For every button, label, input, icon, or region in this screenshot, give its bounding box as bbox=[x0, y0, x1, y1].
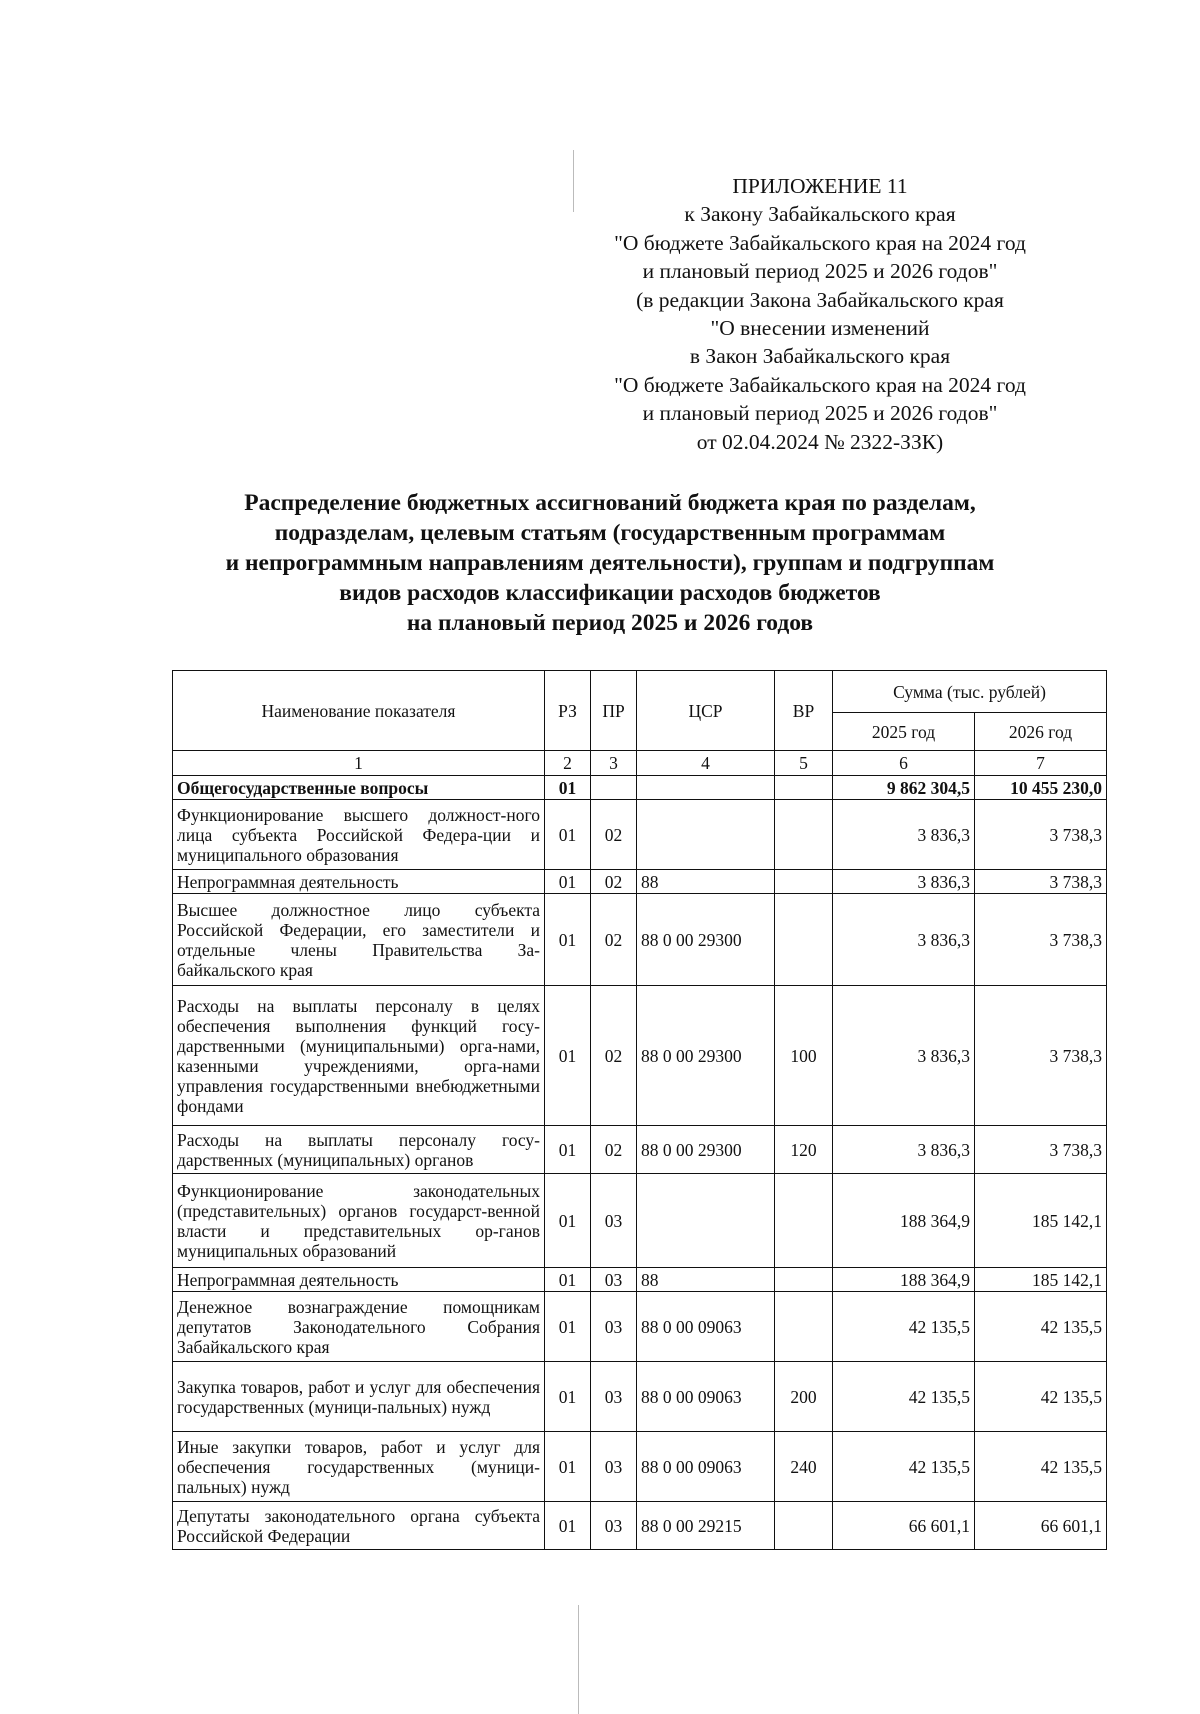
row-sum-2025: 3 836,3 bbox=[833, 800, 975, 870]
title-line: и непрограммным направлениям деятельности), группам и подгруппам bbox=[225, 550, 995, 576]
column-number: 7 bbox=[975, 751, 1107, 776]
header-sum: Сумма (тыс. рублей) bbox=[833, 671, 1107, 713]
row-csr bbox=[637, 776, 775, 800]
row-rz: 01 bbox=[545, 1268, 591, 1292]
header-year-2026: 2026 год bbox=[975, 713, 1107, 751]
row-pr: 02 bbox=[591, 986, 637, 1126]
row-sum-2025: 9 862 304,5 bbox=[833, 776, 975, 800]
appendix-line: к Закону Забайкальского края bbox=[684, 202, 956, 227]
row-vr bbox=[775, 776, 833, 800]
table-row bbox=[173, 1126, 1107, 1174]
row-sum-2026: 185 142,1 bbox=[975, 1268, 1107, 1292]
row-csr: 88 bbox=[637, 1268, 775, 1292]
table-row bbox=[173, 1362, 1107, 1432]
table-row bbox=[173, 986, 1107, 1126]
table-row bbox=[173, 1432, 1107, 1502]
header-year-2025: 2025 год bbox=[833, 713, 975, 751]
row-sum-2025: 42 135,5 bbox=[833, 1362, 975, 1432]
row-sum-2025: 3 836,3 bbox=[833, 986, 975, 1126]
table-row bbox=[173, 1292, 1107, 1362]
row-rz: 01 bbox=[545, 1362, 591, 1432]
header-vr: ВР bbox=[775, 671, 833, 751]
row-pr: 02 bbox=[591, 800, 637, 870]
row-sum-2025: 188 364,9 bbox=[833, 1174, 975, 1268]
header-rz: РЗ bbox=[545, 671, 591, 751]
row-vr: 120 bbox=[775, 1126, 833, 1174]
row-csr: 88 0 00 09063 bbox=[637, 1432, 775, 1502]
table-row bbox=[173, 870, 1107, 894]
row-vr: 100 bbox=[775, 986, 833, 1126]
row-rz: 01 bbox=[545, 776, 591, 800]
row-vr bbox=[775, 1174, 833, 1268]
row-pr: 02 bbox=[591, 870, 637, 894]
row-vr bbox=[775, 870, 833, 894]
column-number: 4 bbox=[637, 751, 775, 776]
row-csr: 88 bbox=[637, 870, 775, 894]
row-csr bbox=[637, 1174, 775, 1268]
row-name: Денежное вознаграждение помощникам депутатов Законодательного Собрания Забайкальского края bbox=[173, 1292, 545, 1362]
row-rz: 01 bbox=[545, 1502, 591, 1550]
appendix-line: (в редакции Закона Забайкальского края bbox=[636, 287, 1004, 312]
row-name: Функционирование законодательных (представительных) органов государст-венной власти и представительных ор-ганов муниципальных образований bbox=[173, 1174, 545, 1268]
appendix-line: и плановый период 2025 и 2026 годов" bbox=[642, 259, 998, 284]
row-vr bbox=[775, 894, 833, 986]
row-name: Расходы на выплаты персоналу госу-дарственных (муниципальных) органов bbox=[173, 1126, 545, 1174]
row-csr: 88 0 00 29300 bbox=[637, 894, 775, 986]
title-line: подразделам, целевым статьям (государственным программам bbox=[274, 520, 946, 546]
row-rz: 01 bbox=[545, 870, 591, 894]
header-name: Наименование показателя bbox=[173, 671, 545, 751]
row-vr bbox=[775, 800, 833, 870]
appendix-header bbox=[560, 172, 1080, 456]
row-csr bbox=[637, 800, 775, 870]
row-sum-2026: 3 738,3 bbox=[975, 870, 1107, 894]
title-line: Распределение бюджетных ассигнований бюджета края по разделам, bbox=[244, 490, 976, 516]
row-name: Функционирование высшего должност-ного лица субъекта Российской Федера-ции и муниципального образования bbox=[173, 800, 545, 870]
row-pr bbox=[591, 776, 637, 800]
row-sum-2026: 42 135,5 bbox=[975, 1362, 1107, 1432]
row-vr: 200 bbox=[775, 1362, 833, 1432]
row-rz: 01 bbox=[545, 986, 591, 1126]
row-csr: 88 0 00 09063 bbox=[637, 1362, 775, 1432]
row-sum-2025: 66 601,1 bbox=[833, 1502, 975, 1550]
row-name: Высшее должностное лицо субъекта Российской Федерации, его заместители и отдельные члены Правительства За-байкальского края bbox=[173, 894, 545, 986]
row-vr bbox=[775, 1292, 833, 1362]
row-sum-2025: 3 836,3 bbox=[833, 870, 975, 894]
column-number: 6 bbox=[833, 751, 975, 776]
row-csr: 88 0 00 29300 bbox=[637, 1126, 775, 1174]
row-csr: 88 0 00 29215 bbox=[637, 1502, 775, 1550]
table-row bbox=[173, 776, 1107, 800]
table-row bbox=[173, 1502, 1107, 1550]
header-pr: ПР bbox=[591, 671, 637, 751]
row-name: Иные закупки товаров, работ и услуг для обеспечения государственных (муници-пальных) нужд bbox=[173, 1432, 545, 1502]
row-pr: 03 bbox=[591, 1502, 637, 1550]
header-csr: ЦСР bbox=[637, 671, 775, 751]
row-sum-2026: 3 738,3 bbox=[975, 1126, 1107, 1174]
row-rz: 01 bbox=[545, 1432, 591, 1502]
column-number: 3 bbox=[591, 751, 637, 776]
row-name: Депутаты законодательного органа субъекта Российской Федерации bbox=[173, 1502, 545, 1550]
document-title bbox=[170, 488, 1050, 638]
row-rz: 01 bbox=[545, 894, 591, 986]
row-name: Непрограммная деятельность bbox=[173, 870, 545, 894]
row-name: Общегосударственные вопросы bbox=[173, 776, 545, 800]
row-pr: 03 bbox=[591, 1432, 637, 1502]
row-name: Непрограммная деятельность bbox=[173, 1268, 545, 1292]
row-sum-2026: 66 601,1 bbox=[975, 1502, 1107, 1550]
column-number: 5 bbox=[775, 751, 833, 776]
row-pr: 03 bbox=[591, 1174, 637, 1268]
row-sum-2025: 3 836,3 bbox=[833, 1126, 975, 1174]
appendix-line: "О бюджете Забайкальского края на 2024 год bbox=[614, 372, 1026, 397]
row-sum-2026: 42 135,5 bbox=[975, 1292, 1107, 1362]
appendix-line: "О внесении изменений bbox=[710, 316, 930, 341]
appendix-line: от 02.04.2024 № 2322-ЗЗК) bbox=[696, 429, 944, 454]
row-csr: 88 0 00 29300 bbox=[637, 986, 775, 1126]
table-row bbox=[173, 1174, 1107, 1268]
row-rz: 01 bbox=[545, 1174, 591, 1268]
row-sum-2026: 42 135,5 bbox=[975, 1432, 1107, 1502]
row-sum-2025: 188 364,9 bbox=[833, 1268, 975, 1292]
appendix-line: и плановый период 2025 и 2026 годов" bbox=[642, 401, 998, 426]
row-sum-2025: 3 836,3 bbox=[833, 894, 975, 986]
title-line: на плановый период 2025 и 2026 годов bbox=[406, 610, 814, 636]
column-number: 2 bbox=[545, 751, 591, 776]
row-name: Расходы на выплаты персоналу в целях обеспечения выполнения функций госу-дарственными (муниципальными) орга-нами, казенными учреждениями, орга-нами управления государственными внебюджетными фондами bbox=[173, 986, 545, 1126]
row-sum-2026: 3 738,3 bbox=[975, 986, 1107, 1126]
row-rz: 01 bbox=[545, 1126, 591, 1174]
table-row bbox=[173, 800, 1107, 870]
row-sum-2026: 185 142,1 bbox=[975, 1174, 1107, 1268]
row-vr bbox=[775, 1268, 833, 1292]
row-sum-2026: 10 455 230,0 bbox=[975, 776, 1107, 800]
budget-table bbox=[172, 670, 1107, 1550]
row-vr bbox=[775, 1502, 833, 1550]
row-pr: 02 bbox=[591, 894, 637, 986]
table-row bbox=[173, 894, 1107, 986]
row-sum-2026: 3 738,3 bbox=[975, 894, 1107, 986]
row-pr: 02 bbox=[591, 1126, 637, 1174]
appendix-line: ПРИЛОЖЕНИЕ 11 bbox=[732, 174, 908, 198]
title-line: видов расходов классификации расходов бюджетов bbox=[339, 580, 881, 606]
row-pr: 03 bbox=[591, 1292, 637, 1362]
table-row bbox=[173, 1268, 1107, 1292]
appendix-line: "О бюджете Забайкальского края на 2024 год bbox=[614, 230, 1026, 255]
row-rz: 01 bbox=[545, 1292, 591, 1362]
row-pr: 03 bbox=[591, 1362, 637, 1432]
scan-artifact-line bbox=[578, 1605, 579, 1714]
appendix-line: в Закон Забайкальского края bbox=[689, 344, 951, 369]
row-sum-2026: 3 738,3 bbox=[975, 800, 1107, 870]
row-name: Закупка товаров, работ и услуг для обеспечения государственных (муници-пальных) нужд bbox=[173, 1362, 545, 1432]
column-number-row bbox=[173, 751, 1107, 776]
row-rz: 01 bbox=[545, 800, 591, 870]
row-csr: 88 0 00 09063 bbox=[637, 1292, 775, 1362]
row-sum-2025: 42 135,5 bbox=[833, 1292, 975, 1362]
column-number: 1 bbox=[173, 751, 545, 776]
row-vr: 240 bbox=[775, 1432, 833, 1502]
row-sum-2025: 42 135,5 bbox=[833, 1432, 975, 1502]
row-pr: 03 bbox=[591, 1268, 637, 1292]
